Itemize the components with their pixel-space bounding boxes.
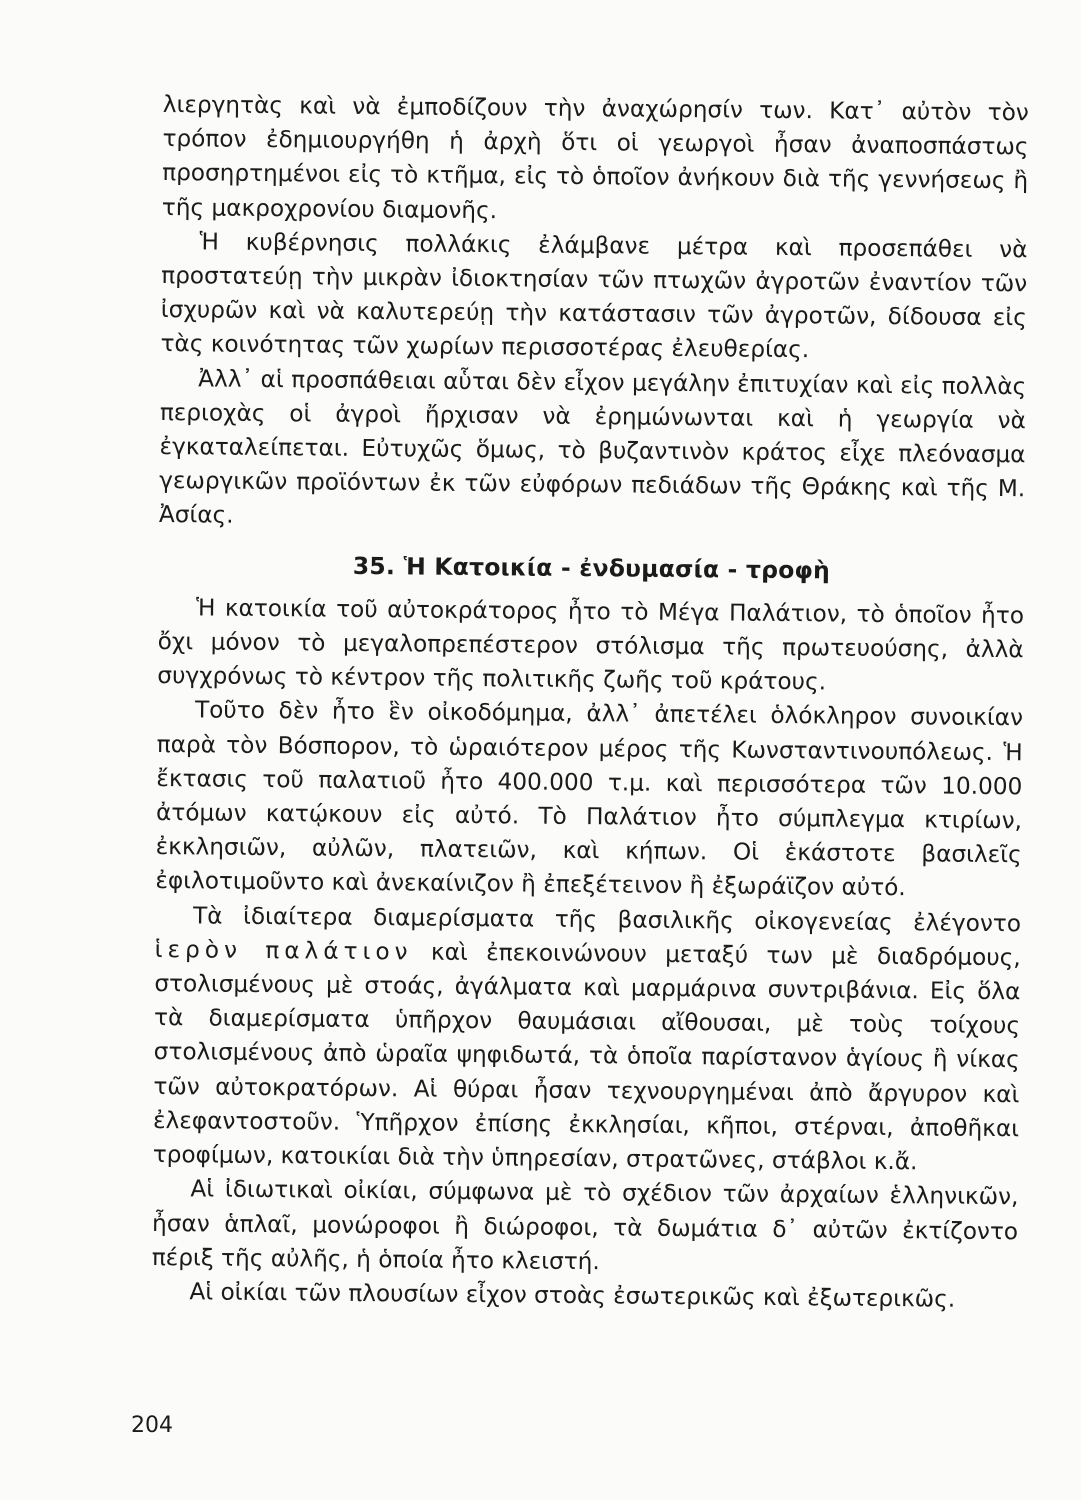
page-text-block — [151, 88, 1029, 1317]
page-number: 204 — [131, 1413, 173, 1438]
paragraph: Αἱ ἰδιωτικαὶ οἰκίαι, σύμφωνα μὲ τὸ σχέδιον τῶν ἀρχαίων ἑλληνικῶν, ἦσαν ἁπλαῖ, μονώροφοι ἢ διώροφοι, τὰ δωμάτια δ᾽ αὐτῶν ἐκτίζοντο πέριξ τῆς αὐλῆς, ἡ ὁποία ἦτο κλειστή. — [151, 1175, 1019, 1275]
paragraph: Αἱ οἰκίαι τῶν πλουσίων εἶχον στοὰς ἐσωτερικῶς καὶ ἐξωτερικῶς. — [189, 1278, 956, 1313]
paragraph: Ἡ κατοικία τοῦ αὐτοκράτορος ἦτο τὸ Μέγα Παλάτιον, τὸ ὁποῖον ἦτο ὄχι μόνον τὸ μεγαλοπρεπέστερον στόλισμα τῆς πρωτευούσης, ἀλλὰ συγχρόνως τὸ κέντρον τῆς πολιτικῆς ζωῆς τοῦ κράτους. — [157, 594, 1025, 696]
paragraph: λιεργητὰς καὶ νὰ ἐμποδίζουν τὴν ἀναχώρησίν των. Κατ᾽ αὐτὸν τὸν τρόπον ἐδημιουργήθη ἡ ἀρχὴ ὅτι οἱ γεωργοὶ ἦσαν ἀναποσπάστως προσηρτημένοι εἰς τὸ κτῆμα, εἰς τὸ ὁποῖον ἀνήκουν διὰ τῆς γεννήσεως ἢ τῆς μακροχρονίου διαμονῆς. — [161, 90, 1029, 224]
paragraph-text: καὶ ἐπεκοινώνουν μεταξύ των μὲ διαδρόμους, στολισμένους μὲ στοάς, ἀγάλματα καὶ μαρμάρινα συντριβάνια. Εἰς ὅλα τὰ διαμερίσματα ὑπῆρχον θαυμάσιαι αἴθουσαι, μὲ τοὺς τοίχους στολισμένους ἀπὸ ὡραῖα ψηφιδωτά, τὰ ὁποῖα παρίστανον ἁγίους ἢ νίκας τῶν αὐτοκρατόρων. Αἱ θύραι ἦσαν τεχνουργημέναι ἀπὸ ἄργυρον καὶ ἐλεφαντοστοῦν. Ὑπῆρχον ἐπίσης ἐκκλησίαι, κῆποι, στέρναι, ἀποθῆκαι τροφίμων, κατοικίαι διὰ τὴν ὑπηρεσίαν, στρατῶνες, στάβλοι κ.ἄ. — [152, 938, 1021, 1176]
section-heading: 35. Ἡ Κατοικία - ἐνδυμασία - τροφὴ — [352, 551, 831, 585]
emphasized-term: ἱερὸν παλάτιον — [154, 935, 413, 966]
paragraph: Ἀλλ᾽ αἱ προσπάθειαι αὗται δὲν εἶχον μεγάλην ἐπιτυχίαν καὶ εἰς πολλὰς περιοχὰς οἱ ἀγροὶ ἤρχισαν νὰ ἐρημώνωνται καὶ ἡ γεωργία νὰ ἐγκαταλείπεται. Εὐτυχῶς ὅμως, τὸ βυζαντινὸν κράτος εἶχε πλεόνασμα γεωργικῶν προϊόντων ἐκ τῶν εὐφόρων πεδιάδων τῆς Θράκης καὶ τῆς Μ. Ἀσίας. — [158, 364, 1027, 530]
paragraph-text: Τὰ ἰδιαίτερα διαμερίσματα τῆς βασιλικῆς οἰκογενείας ἐλέγοντο — [192, 901, 1022, 937]
paragraph: Τοῦτο δὲν ἦτο ἓν οἰκοδόμημα, ἀλλ᾽ ἀπετέλει ὁλόκληρον συνοικίαν παρὰ τὸν Βόσπορον, τὸ ὡραιότερον μέρος τῆς Κωνσταντινουπόλεως. Ἡ ἔκτασις τοῦ παλατιοῦ ἦτο 400.000 τ.μ. καὶ περισσότερα τῶν 10.000 ἀτόμων κατῴκουν εἰς αὐτό. Τὸ Παλάτιον ἦτο σύμπλεγμα κτιρίων, ἐκκλησιῶν, αὐλῶν, πλατειῶν, καὶ κήπων. Οἱ ἑκάστοτε βασιλεῖς ἐφιλοτιμοῦντο καὶ ἀνεκαίνιζον ἢ ἐπεξέτεινον ἢ ἐξωράϊζον αὐτό. — [155, 696, 1024, 902]
paragraph — [153, 899, 1022, 1181]
paragraph: Ἡ κυβέρνησις πολλάκις ἐλάμβανε μέτρα καὶ προσεπάθει νὰ προστατεύῃ τὴν μικρὰν ἰδιοκτησίαν τῶν πτωχῶν ἀγροτῶν ἐναντίον τῶν ἰσχυρῶν καὶ νὰ καλυτερεύῃ τὴν κατάστασιν τῶν ἀγροτῶν, δίδουσα εἰς τὰς κοινότητας τῶν χωρίων περισσοτέρας ἐλευθερίας. — [160, 228, 1028, 364]
